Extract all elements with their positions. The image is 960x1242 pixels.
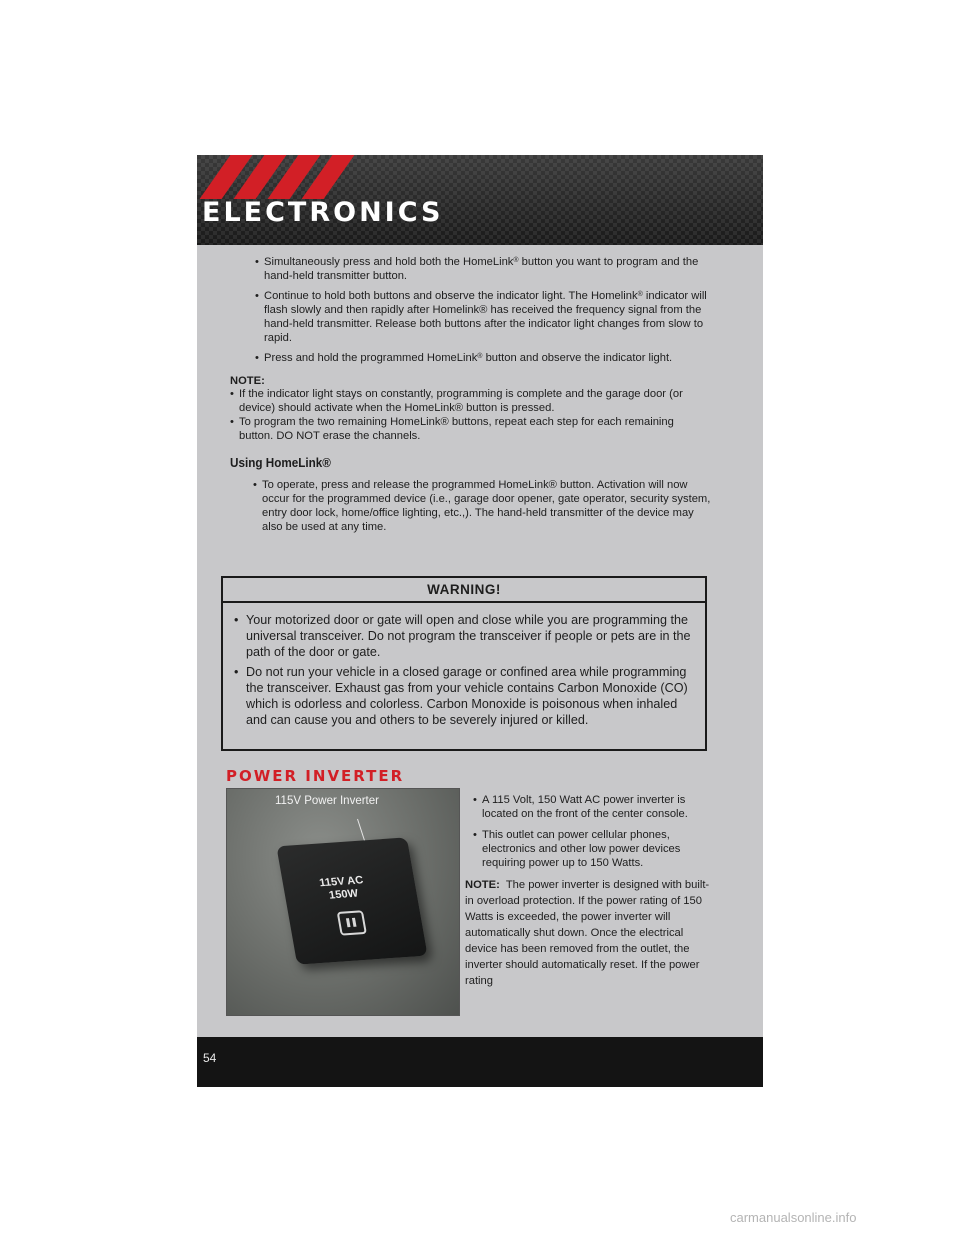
watermark: carmanualsonline.info [730, 1210, 857, 1225]
power-inverter-note: NOTE: The power inverter is designed with built-in overload protection. If the power rating of 150 Watts is exceeded, the power inverter will automatically shut down. Once the electrical device has been removed from the outlet, the inverter should automatically reset. If the power rating [465, 879, 710, 987]
section-title: ELECTRONICS [202, 197, 444, 228]
programming-steps [247, 255, 712, 365]
power-inverter-photo [226, 788, 460, 1016]
list-item: • Simultaneously press and hold both the HomeLink® button you want to program and the hand-held transmitter button. [247, 255, 712, 283]
warning-title: WARNING! [223, 578, 705, 603]
list-item: • Do not run your vehicle in a closed garage or confined area while programming the transceiver. Exhaust gas from your vehicle contains Carbon Monoxide (CO) which is odorless and colorless. Carbon Monoxide is poisonous when inhaled and can cause you and others to be severely injured or killed. [232, 664, 691, 728]
power-inverter-list [465, 793, 710, 870]
manual-page [197, 155, 763, 1087]
list-item: • If the indicator light stays on constantly, programming is complete and the garage door (or device) should activate when the HomeLink® button is pressed. [230, 387, 705, 415]
note-block [230, 375, 705, 443]
using-homelink-list [245, 478, 715, 534]
using-homelink-heading: Using HomeLink® [230, 455, 331, 470]
page-footer [197, 1037, 763, 1087]
list-item: • Your motorized door or gate will open and close while you are programming the universal transceiver. Do not program the transceiver if people or pets are in the path of the door or gate. [232, 612, 691, 660]
page-number: 54 [203, 1051, 217, 1065]
note-list [230, 387, 705, 443]
outlet-rating: 115V AC 150W [318, 874, 365, 902]
power-inverter-title: POWER INVERTER [226, 767, 405, 785]
list-item: • To program the two remaining HomeLink® buttons, repeat each step for each remaining button. DO NOT erase the channels. [230, 415, 705, 443]
outlet-socket-icon [337, 910, 367, 935]
list-item: • Press and hold the programmed HomeLink® button and observe the indicator light. [247, 351, 712, 365]
warning-list [223, 612, 705, 728]
photo-label: 115V Power Inverter [275, 795, 379, 807]
power-inverter-text [465, 793, 710, 989]
list-item: • This outlet can power cellular phones, electronics and other low power devices requiring power up to 150 Watts. [465, 828, 710, 870]
list-item: • A 115 Volt, 150 Watt AC power inverter is located on the front of the center console. [465, 793, 710, 821]
list-item: • Continue to hold both buttons and observe the indicator light. The Homelink® indicator will flash slowly and then rapidly after Homelink® has received the frequency signal from the hand-held transmitter. Release both buttons after the indicator light changes from slow to rapid. [247, 289, 712, 345]
inverter-outlet [276, 837, 427, 964]
main-content [197, 255, 763, 540]
section-header [197, 155, 763, 245]
warning-box [221, 576, 707, 751]
list-item: • To operate, press and release the programmed HomeLink® button. Activation will now occur for the programmed device (i.e., garage door opener, gate operator, security system, entry door lock, home/office lighting, etc.,). The hand-held transmitter of the device may also be used at any time. [245, 478, 715, 534]
note-label: NOTE: [230, 375, 265, 387]
